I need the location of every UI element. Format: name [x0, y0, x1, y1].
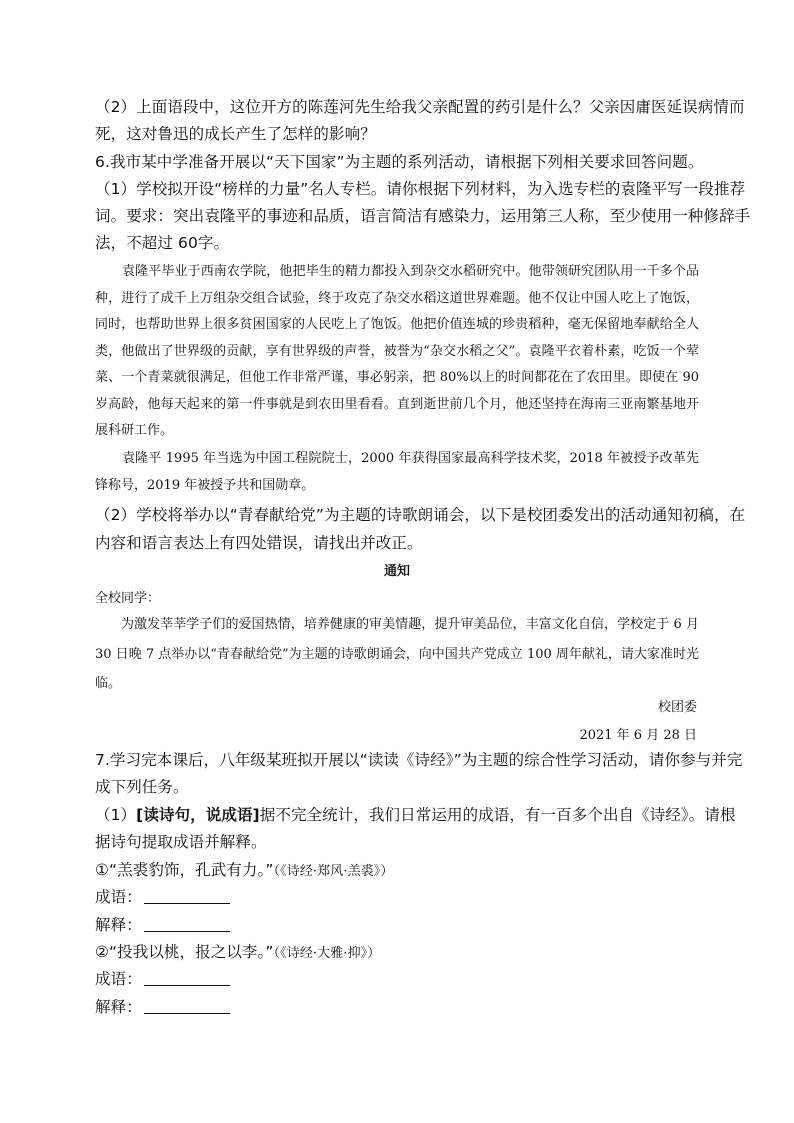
question-5-2-line-2: 死，这对鲁迅的成长产生了怎样的影响？ [95, 125, 376, 143]
question-7-1-line-2: 据诗句提取成语并解释。 [95, 833, 267, 851]
notice-greeting: 全校同学： [95, 591, 161, 606]
poem-2 [95, 940, 380, 962]
question-6-1-line-1: （1）学校拟开设“榜样的力量”名人专栏。请你根据下列材料，为入选专栏的袁隆平写一段推荐 [95, 180, 746, 198]
idiom-label: 成语： [95, 970, 142, 988]
question-7-line-2: 成下列任务。 [95, 778, 189, 796]
question-7-1-text: 据不完全统计，我们日常运用的成语，有一百多个出自《诗经》。请根 [259, 806, 736, 824]
poem-2-explain-row [95, 995, 230, 1017]
poem-2-source: （《诗经·大雅·抑》） [273, 946, 381, 961]
notice-body: 为激发莘莘学子们的爱国热情，培养健康的审美情趣，提升审美品位，丰富文化自信，学校定于 6 月 30 日晚 7 点举办以“青春献给党”为主题的诗歌朗诵会，向中国共产党成立 100 周年献礼，请大家准时光临。 [95, 617, 699, 691]
poem-1-explain-blank[interactable] [144, 917, 230, 932]
poem-2-quote: ②“投我以桃，报之以李。” [95, 943, 274, 961]
poem-1 [95, 858, 393, 880]
notice-signer: 校团委 [657, 700, 697, 715]
idiom-label: 成语： [95, 888, 142, 906]
poem-1-explain-row [95, 913, 230, 935]
poem-2-idiom-blank[interactable] [144, 971, 230, 986]
explain-label: 解释： [95, 998, 142, 1016]
question-6-intro: 6.我市某中学准备开展以“天下国家”为主题的系列活动，请根据下列相关要求回答问题。 [95, 153, 704, 171]
question-5-2-line-1: （2）上面语段中，这位开方的陈莲河先生给我父亲配置的药引是什么？父亲因庸医延误病情而 [95, 98, 745, 116]
question-7-1-number: （1） [95, 806, 137, 824]
question-6-2-line-1: （2）学校将举办以“青春献给党”为主题的诗歌朗诵会，以下是校团委发出的活动通知初稿，在 [95, 506, 746, 524]
poem-2-explain-blank[interactable] [144, 999, 230, 1014]
material-paragraph-1: 袁隆平毕业于西南农学院，他把毕生的精力都投入到杂交水稻研究中。他带领研究团队用一千多个品种，进行了成千上万组杂交组合试验，终于攻克了杂交水稻这道世界难题。他不仅让中国人吃上了饱饭，同时，也帮助世界上很多贫困国家的人民吃上了饱饭。他把价值连城的珍贵稻种，毫无保留地奉献给全人类，他做出了世界级的贡献，享有世界级的声誉，被誉为“杂交水稻之父”。袁隆平衣着朴素，吃饭一个荤菜、一个青菜就很满足，但他工作非常严谨，事必躬亲，把 80%以上的时间都花在了农田里。即使在 90 岁高龄，他每天起来的第一件事就是到农田里看看。直到逝世前几个月，他还坚持在海南三亚南繁基地开展科研工作。 [95, 264, 699, 438]
question-6-2-line-2: 内容和语言表达上有四处错误，请找出并改正。 [95, 534, 423, 552]
question-7-line-1: 7.学习完本课后，八年级某班拟开展以“读读《诗经》”为主题的综合性学习活动，请你参与并完 [95, 751, 743, 769]
poem-1-idiom-blank[interactable] [144, 889, 230, 904]
question-7-1-line-1 [95, 803, 736, 825]
explain-label: 解释： [95, 916, 142, 934]
poem-2-idiom-row [95, 967, 230, 989]
notice-title: 通知 [384, 564, 411, 579]
material-paragraph-2: 袁隆平 1995 年当选为中国工程院院士，2000 年获得国家最高科学技术奖，2018 年被授予改革先锋称号，2019 年被授予共和国勋章。 [95, 451, 699, 493]
poem-1-idiom-row [95, 885, 230, 907]
notice-date: 2021 年 6 月 28 日 [579, 728, 697, 743]
question-6-1-line-3: 法，不超过 60字。 [95, 234, 230, 252]
question-7-1-task-title: [读诗句，说成语] [136, 806, 260, 824]
poem-1-quote: ①“羔裘豹饰，孔武有力。” [95, 861, 274, 879]
poem-1-source: （《诗经·郑风·羔裘》） [273, 864, 394, 879]
question-6-1-line-2: 词。要求：突出袁隆平的事迹和品质，语言简洁有感染力，运用第三人称，至少使用一种修辞手 [95, 207, 751, 225]
